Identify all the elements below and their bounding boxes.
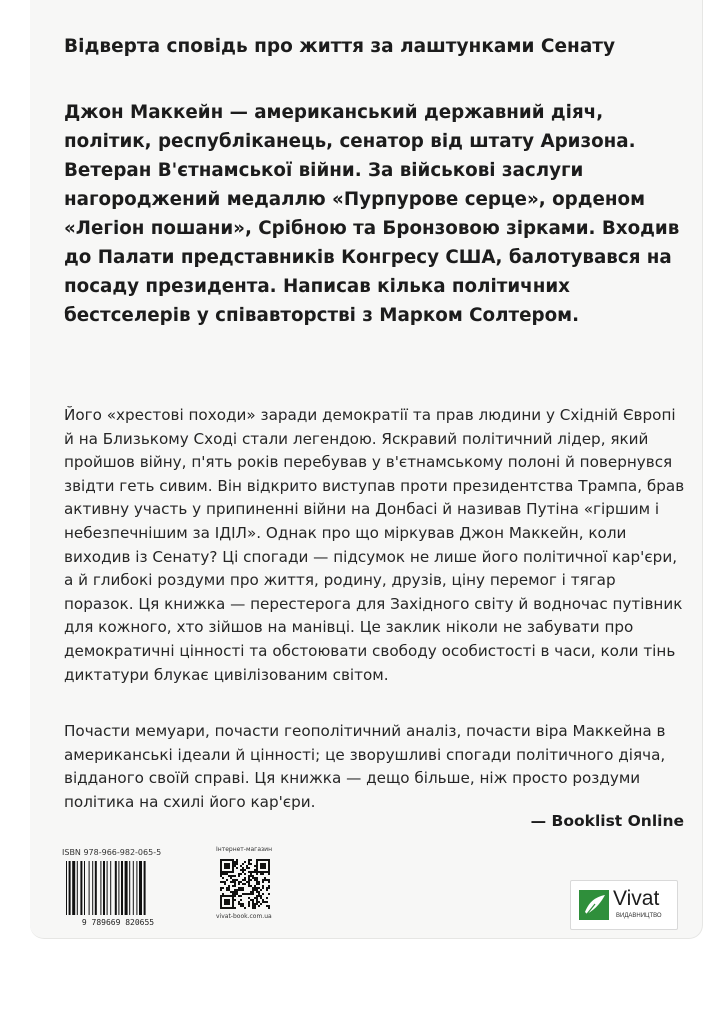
tagline: Відверта сповідь про життя за лаштунками Сенату xyxy=(64,36,616,57)
barcode-digits: 9 789669 820655 xyxy=(81,918,155,927)
isbn-text: ISBN 978-966-982-065-5 xyxy=(62,848,162,857)
publisher-subtitle: ВИДАВНИЦТВО xyxy=(616,913,662,919)
author-bio: Джон Маккейн — американський державний діяч, політик, республіканець, сенатор від штату Аризона. Ветеран В'єтнамської війни. За військові заслуги нагороджений медаллю «Пурпурове серце», орденом «Легіон пошани», Срібною та Бронзовою зірками. Входив до Палати представників Конгресу США, балотувався на посаду президента. Написав кілька політичних бестселерів у співавторстві з Марком Солтером. xyxy=(64,102,680,326)
vivat-leaf-icon xyxy=(579,890,609,920)
shop-url[interactable]: vivat-book.com.ua xyxy=(216,913,272,920)
isbn-block xyxy=(62,848,174,927)
qr-code-icon[interactable] xyxy=(220,859,270,909)
review-quote: Почасти мемуари, почасти геополітичний аналіз, почасти віра Маккейна в американські ідеали й цінності; це зворушливі спогади політичного діяча, відданого своїй справі. Ця книжка — дещо більше, ніж просто роздуми політика на схилі його кар'єри. xyxy=(64,722,666,811)
shop-label: Інтернет-магазин xyxy=(216,846,273,853)
publisher-name: Vivat xyxy=(613,887,660,910)
review-source: — Booklist Online xyxy=(530,812,684,830)
publisher-logo xyxy=(570,880,678,930)
book-description: Його «хрестові походи» заради демократії та прав людини у Східній Європі й на Близькому Сході стали легендою. Яскравий політичний лідер, який пройшов війну, п'ять років перебував у в'єтнамському полоні й повернувся звідти геть сивим. Він відкрито виступав проти президентства Трампа, брав активну участь у припиненні війни на Донбасі й називав Путіна «гіршим і небезпечнішим за ІДІЛ». Однак про що міркував Джон Маккейн, коли виходив із Сенату? Ці спогади — підсумок не лише його політичної кар'єри, а й глибокі роздуми про життя, родину, друзів, ціну перемог і тягар поразок. Ця книжка — перестерога для Західного світу й водночас путівник для кожного, хто зійшов на манівці. Це заклик ніколи не забувати про демократичні цінності та обстоювати свободу особистості в часи, коли тінь диктатури блукає цивілізованим світом. xyxy=(64,406,685,684)
barcode-icon xyxy=(62,861,174,927)
shop-block xyxy=(216,846,286,920)
